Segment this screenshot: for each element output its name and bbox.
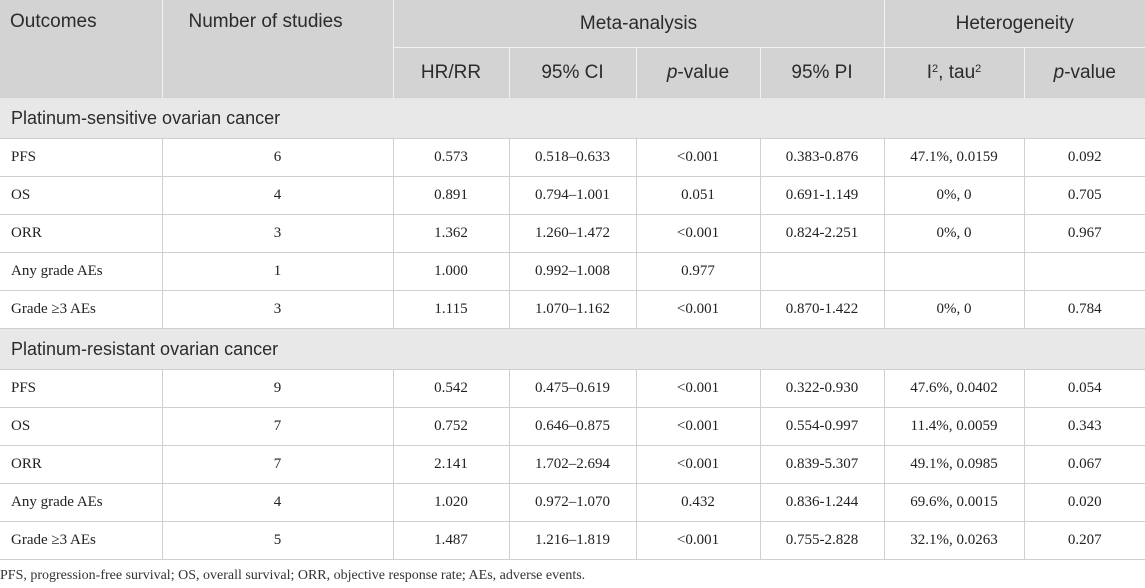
cell-95-pi: 0.554-0.997 (760, 408, 884, 446)
cell-95-pi: 0.839-5.307 (760, 446, 884, 484)
cell-studies: 6 (162, 139, 393, 177)
p-suffix: -value (677, 61, 730, 83)
cell-p-value: <0.001 (636, 215, 760, 253)
cell-outcome: Grade ≥3 AEs (0, 522, 162, 560)
cell-outcome: Grade ≥3 AEs (0, 291, 162, 329)
table-footnote: PFS, progression-free survival; OS, overall survival; ORR, objective response rate; AEs, adverse events. (0, 568, 586, 583)
cell-studies: 5 (162, 522, 393, 560)
cell-studies: 9 (162, 370, 393, 408)
table-header (0, 0, 1145, 98)
header-hr-rr: HR/RR (393, 48, 509, 98)
cell-95-pi: 0.755-2.828 (760, 522, 884, 560)
cell-outcome: OS (0, 177, 162, 215)
cell-studies: 3 (162, 215, 393, 253)
cell-95-pi: 0.824-2.251 (760, 215, 884, 253)
header-95-ci: 95% CI (509, 48, 636, 98)
cell-hr-rr: 1.487 (393, 522, 509, 560)
cell-heterogeneity-p-value: 0.054 (1024, 370, 1145, 408)
cell-i2-tau2: 11.4%, 0.0059 (884, 408, 1024, 446)
table-row (0, 484, 1145, 522)
cell-i2-tau2: 0%, 0 (884, 177, 1024, 215)
cell-heterogeneity-p-value: 0.067 (1024, 446, 1145, 484)
cell-95-ci: 0.794–1.001 (509, 177, 636, 215)
header-heterogeneity-p-value (1024, 48, 1145, 98)
header-outcomes: Outcomes (0, 0, 162, 98)
cell-heterogeneity-p-value: 0.020 (1024, 484, 1145, 522)
cell-studies: 3 (162, 291, 393, 329)
cell-95-pi: 0.836-1.244 (760, 484, 884, 522)
cell-heterogeneity-p-value: 0.343 (1024, 408, 1145, 446)
cell-p-value: <0.001 (636, 291, 760, 329)
table-row (0, 522, 1145, 560)
cell-hr-rr: 1.020 (393, 484, 509, 522)
p2-italic: p (1053, 61, 1065, 83)
header-i2-tau2 (884, 48, 1024, 98)
table-row (0, 446, 1145, 484)
table-row (0, 253, 1145, 291)
p2-suffix: -value (1064, 61, 1116, 83)
cell-outcome: Any grade AEs (0, 484, 162, 522)
cell-95-ci: 0.646–0.875 (509, 408, 636, 446)
cell-outcome: OS (0, 408, 162, 446)
cell-hr-rr: 1.000 (393, 253, 509, 291)
cell-p-value: <0.001 (636, 446, 760, 484)
cell-p-value: <0.001 (636, 139, 760, 177)
i2-letter: I (926, 61, 933, 83)
header-number-of-studies: Number of studies (162, 0, 393, 98)
table-row (0, 291, 1145, 329)
cell-95-ci: 0.518–0.633 (509, 139, 636, 177)
cell-95-ci: 0.992–1.008 (509, 253, 636, 291)
cell-hr-rr: 1.362 (393, 215, 509, 253)
cell-95-pi: 0.322-0.930 (760, 370, 884, 408)
table-body (0, 98, 1145, 560)
cell-i2-tau2: 49.1%, 0.0985 (884, 446, 1024, 484)
cell-heterogeneity-p-value: 0.967 (1024, 215, 1145, 253)
cell-i2-tau2: 32.1%, 0.0263 (884, 522, 1024, 560)
cell-studies: 4 (162, 177, 393, 215)
cell-outcome: ORR (0, 215, 162, 253)
cell-heterogeneity-p-value: 0.207 (1024, 522, 1145, 560)
cell-heterogeneity-p-value: 0.784 (1024, 291, 1145, 329)
cell-p-value: 0.051 (636, 177, 760, 215)
cell-hr-rr: 0.752 (393, 408, 509, 446)
cell-studies: 1 (162, 253, 393, 291)
table-row (0, 408, 1145, 446)
table-row (0, 215, 1145, 253)
section-row (0, 98, 1145, 139)
cell-95-ci: 0.972–1.070 (509, 484, 636, 522)
cell-95-ci: 1.070–1.162 (509, 291, 636, 329)
cell-i2-tau2: 0%, 0 (884, 291, 1024, 329)
cell-i2-tau2: 47.1%, 0.0159 (884, 139, 1024, 177)
cell-p-value: <0.001 (636, 522, 760, 560)
cell-hr-rr: 0.542 (393, 370, 509, 408)
cell-heterogeneity-p-value (1024, 253, 1145, 291)
cell-outcome: Any grade AEs (0, 253, 162, 291)
header-95-pi: 95% PI (760, 48, 884, 98)
cell-heterogeneity-p-value: 0.705 (1024, 177, 1145, 215)
i2-sup: 2 (932, 62, 939, 75)
cell-studies: 7 (162, 408, 393, 446)
cell-outcome: ORR (0, 446, 162, 484)
section-title: Platinum-sensitive ovarian cancer (0, 98, 1145, 139)
cell-studies: 7 (162, 446, 393, 484)
cell-studies: 4 (162, 484, 393, 522)
cell-95-ci: 0.475–0.619 (509, 370, 636, 408)
header-heterogeneity: Heterogeneity (884, 0, 1145, 48)
cell-hr-rr: 1.115 (393, 291, 509, 329)
section-row (0, 329, 1145, 370)
section-title: Platinum-resistant ovarian cancer (0, 329, 1145, 370)
cell-95-ci: 1.216–1.819 (509, 522, 636, 560)
cell-heterogeneity-p-value: 0.092 (1024, 139, 1145, 177)
tau-sup: 2 (975, 62, 982, 75)
tau-text: , tau (938, 61, 976, 83)
cell-95-pi (760, 253, 884, 291)
cell-p-value: <0.001 (636, 370, 760, 408)
cell-p-value: 0.977 (636, 253, 760, 291)
cell-p-value: <0.001 (636, 408, 760, 446)
cell-hr-rr: 0.891 (393, 177, 509, 215)
cell-i2-tau2: 0%, 0 (884, 215, 1024, 253)
cell-hr-rr: 2.141 (393, 446, 509, 484)
p-italic: p (666, 61, 678, 83)
cell-i2-tau2 (884, 253, 1024, 291)
table-row (0, 139, 1145, 177)
cell-outcome: PFS (0, 370, 162, 408)
cell-95-pi: 0.691-1.149 (760, 177, 884, 215)
header-meta-analysis: Meta-analysis (393, 0, 884, 48)
cell-95-pi: 0.383-0.876 (760, 139, 884, 177)
table-row (0, 177, 1145, 215)
cell-95-ci: 1.702–2.694 (509, 446, 636, 484)
cell-outcome: PFS (0, 139, 162, 177)
cell-i2-tau2: 47.6%, 0.0402 (884, 370, 1024, 408)
cell-hr-rr: 0.573 (393, 139, 509, 177)
header-p-value (636, 48, 760, 98)
table-row (0, 370, 1145, 408)
cell-p-value: 0.432 (636, 484, 760, 522)
cell-95-ci: 1.260–1.472 (509, 215, 636, 253)
cell-i2-tau2: 69.6%, 0.0015 (884, 484, 1024, 522)
cell-95-pi: 0.870-1.422 (760, 291, 884, 329)
